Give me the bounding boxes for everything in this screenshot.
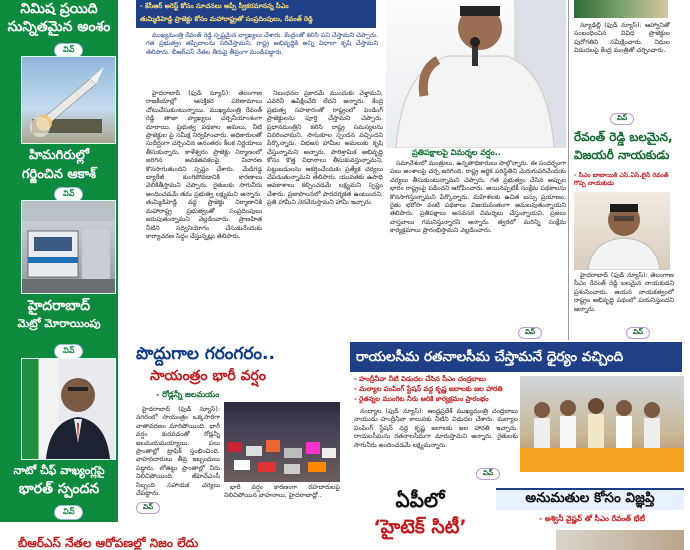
speaker-photo — [386, 0, 566, 148]
missile-icon — [22, 57, 115, 143]
sidebar-top-headline[interactable]: నిమిష ప్రయిది సున్నితమైన అంశం — [7, 1, 111, 35]
top-story-column-b: నిబంధనల ప్రకారమే ముందుకు వెళ్తామని, ఎవరినీ ఉపేక్షించేది లేదని అన్నారు. కేంద్ర ప్రభుత్వ సహకారంతో రాష్ట్రంలో పెండింగ్ ప్రాజెక్టులను పూర్తి చేస్తామని చెప్పారు. ప్రధానమంత్రిని కలిసి రాష్ట్ర సమస్యలను వివరించామని, సానుకూల స్పందన వచ్చిందని పేర్కొన్నారు. విభజన హామీల అమలుకు కృషి చేస్తున్నామని అన్నారు. పారిశ్రామిక అభివృద్ధి కోసం కొత్త విధానాలు తీసుకువస్తున్నామని, పెట్టుబడులను ఆకర్షించేందుకు ప్రత్యేక చర్యలు చేపడుతున్నామని తెలిపారు. యువతకు ఉపాధి అవకాశాలు కల్పించడమే లక్ష్యమని స్పష్టం చేశారు. ప్రజాపాలనలో పారదర్శకత ఉంటుందని, ప్రతి హామీని నెరవేరుస్తామని హామీ ఇచ్చారు. — [267, 90, 383, 207]
metro-train-photo — [21, 200, 116, 294]
ap-story — [346, 486, 494, 550]
right-snippet-1: న్యూఢిల్లీ (ఫుడ్ న్యూస్): ఆహ్వానితో సంబంధించిన వివిధ ప్రాజెక్టుల పురోగతిని సమీక్షించారు. నిధుల విడుదలపై కేంద్ర మంత్రితో చర్చించారు. — [574, 22, 670, 55]
rayalaseema-body: నంద్యాల (ఫుడ్ న్యూస్): ఆంధ్రప్రదేశ్ ముఖ్యమంత్రి చంద్రబాబు నాయుడు హంద్రీనీవా కాలువకు నీటిని విడుదల చేశారు. మల్యాల పంపింగ్ స్టేషన్ వద్ద కృష్ణ జలాలకు జల హారతి ఇచ్చారు. రాయలసీమను రతనాలసీమగా మారుస్తామని అన్నారు. రైతులకు సాగునీరు అందించడమే లక్ష్యమన్నారు. — [354, 408, 518, 449]
top-story-caption: ప్రతిపక్షాలపై విమర్శల వర్షం.. — [412, 148, 501, 157]
top-story-sub1: - కేసీఆర్ అరెస్ట్ కోసం సూచనలు అప్పీ స్వీకరమానన్న సీఎం — [140, 2, 289, 10]
rain-caption: భారీ వర్షం కారణంగా రహదారులపై నిలిచిపోయిన వాహనాలు, హైదరాబాద్లో.. — [224, 484, 340, 500]
rain-more-button[interactable]: వివ్ — [136, 502, 160, 514]
rain-sub: - రోడ్లన్నీ జలమయం — [156, 390, 220, 399]
permission-photo — [556, 530, 684, 550]
sidebar-nato-more-button[interactable]: వివ్ — [54, 505, 83, 520]
crowd-icon — [520, 376, 684, 472]
sidebar-top-more-button[interactable]: వివ్ — [54, 43, 83, 58]
permission-title[interactable]: అనుమతుల కోసం విజ్ఞప్తి — [496, 488, 684, 510]
rayalaseema-bullets: - హంద్రీనీవా నీటి విడుదల చేసిన సీఎం చంద్రబాబు - మల్యాల పంపింగ్ స్టేషన్ వద్ద కృష్ణ జలాలకు జల హారతి - రైతన్నల ముంగిట నీరు ఆరికి కార్యక్రమం ప్రారంభం — [354, 375, 503, 403]
sidebar-akash-more-button[interactable]: వివ్ — [54, 187, 83, 202]
top-story — [122, 0, 568, 340]
sidebar-nato-headline[interactable]: నాటో చీఫ్ వాఖ్యంగ్లపై భారత్ స్పందన — [13, 464, 105, 497]
revanth-sub: - సీఎం బాబాయికి ఎస్.ఏస్.లైన్ రెవంత్ గొప్ప నాయకుడు — [574, 172, 669, 187]
rain-body: హైదరాబాద్ (ఫుడ్ న్యూస్): నగరంలో సాయంత్రం ఒక్కసారిగా వాతావరణం మారిపోయింది. భారీ వర్షం కురవడంతో రోడ్లన్నీ జలమయమయ్యాయి. పలు ప్రాంతాల్లో ట్రాఫిక్ స్తంభించింది. వాహనదారులు తీవ్ర ఇబ్బందులు పడ్డారు. లోతట్టు ప్రాంతాల్లో నీరు నిలిచిపోయింది. జీహెచ్ఎంసీ సిబ్బంది సహాయక చర్యలు చేపట్టారు. — [136, 406, 220, 498]
rayalaseema-more-button[interactable]: వివ్ — [476, 468, 500, 480]
sidebar-metro-headline[interactable]: హైదరాబాద్ మెట్రో మోరాయింపు — [17, 298, 101, 330]
rayalaseema-photo — [520, 376, 684, 472]
right-column — [570, 0, 690, 340]
top-story-more-button[interactable]: వివ్ — [518, 327, 542, 339]
permission-sub: - అశ్వినీ వైష్ణవ్ తో సీఎం రేవంత్ భేటీ — [538, 514, 646, 523]
rayalaseema-title[interactable]: రాయలసీమ రతనాలసీమ చేస్తామనే ధైర్యం వచ్చింది — [350, 342, 682, 372]
rain-photo — [224, 402, 340, 482]
ap-title-1: ఏపీలో — [395, 488, 445, 512]
person-icon — [574, 192, 670, 270]
rayalaseema-story — [346, 342, 690, 482]
revanth-more-button[interactable]: వివ్ — [626, 327, 650, 339]
top-story-sub2: తుమ్మిడిహెడ్డి ప్రాజెక్టు కోసం మహారాష్ట్రతో సంప్రదింపులు, రేవంత్ రెడ్డి — [140, 15, 313, 23]
rain-subtitle: సాయంత్రం భారీ వర్షం — [150, 368, 266, 384]
column-divider — [568, 0, 569, 340]
right-top-photo — [574, 0, 668, 18]
sidebar-metro-more-button[interactable]: వివ్ — [54, 344, 83, 359]
official-portrait-photo — [21, 358, 116, 460]
right-snippet-1-more-button[interactable]: వివ్ — [610, 113, 634, 125]
akash-missile-photo — [21, 56, 116, 144]
ap-title-2: ‘హైటెక్ సిటీ’ — [373, 516, 467, 538]
left-sidebar — [0, 0, 118, 522]
top-story-lead: ముఖ్యమంత్రి రేవంత్ రెడ్డి స్పష్టమైన వ్యాఖ్యలు చేశారు. కేంద్రంతో కలిసి పని చేస్తామని చెప్పారు. గత ప్రభుత్వం తప్పిదాలను సరిచేస్తామని, రాష్ట్ర అభివృద్ధికి అన్ని విధాలా కృషి చేస్తామని తెలిపారు. బీఆర్ఎస్ నేతల తీరుపై తీవ్రంగా మండిపడ్డారు. — [146, 32, 378, 56]
rain-title: పొద్దుగాల గరంగరం.. — [136, 344, 275, 364]
rain-story — [122, 342, 344, 522]
bottom-teaser[interactable]: బీఆర్ఎస్ నేతల ఆరోపణల్లో నిజం లేదు — [18, 536, 199, 550]
metro-icon — [22, 201, 115, 293]
revanth-headline[interactable]: రేవంత్ రెడ్డి బలమైన, విజయరీ నాయకుడు — [574, 130, 673, 162]
speaker-icon — [386, 0, 566, 148]
top-story-column-c: సమావేశంలో మంత్రులు, ఉన్నతాధికారులు పాల్గొన్నారు. ఈ సందర్భంగా పలు అంశాలపై చర్చ జరిగింది. రాష్ట్ర ఆర్థిక పరిస్థితిని మెరుగుపరిచేందుకు చర్యలు తీసుకుంటున్నామని చెప్పారు. గత ప్రభుత్వం చేసిన అప్పుల భారం రాష్ట్రంపై పడిందని ఆరోపించారు. అయినప్పటికీ సంక్షేమ పథకాలను కొనసాగిస్తున్నామని పేర్కొన్నారు. మహిళలకు ఉచిత బస్సు ప్రయాణం, రైతు భరోసా వంటి పథకాలు విజయవంతంగా అమలవుతున్నాయని తెలిపారు. ప్రతిపక్షాలు అనవసర విమర్శలు చేస్తున్నాయని, ప్రజలు వాస్తవాలు గమనిస్తున్నారని అన్నారు. త్వరలో మరిన్ని సంక్షేమ కార్యక్రమాలు ప్రారంభిస్తామని వెల్లడించారు. — [390, 160, 566, 235]
revanth-portrait — [574, 192, 670, 270]
traffic-icon — [224, 402, 340, 482]
sidebar-akash-headline[interactable]: హిమగిరుల్లో గర్జించిన ఆకాశ్ — [21, 148, 97, 182]
revanth-body: హైదరాబాద్ (ఫుడ్ న్యూస్): తెలంగాణ సీఎం రేవంత్ రెడ్డి బలమైన నాయకుడని ప్రశంసించారు. ఆయన నాయకత్వంలో రాష్ట్రం అభివృద్ధి పథంలో పయనిస్తుందని అన్నారు. — [574, 272, 674, 313]
person-icon — [22, 359, 115, 459]
permission-story — [496, 488, 690, 550]
top-story-column-a: హైదరాబాద్ (ఫుడ్ న్యూస్): తెలంగాణ రాజకీయాల్లో ఆసక్తికర పరిణామాలు చోటుచేసుకుంటున్నాయి. ముఖ్యమంత్రి రేవంత్ రెడ్డి తాజా వ్యాఖ్యలు చర్చనీయాంశంగా మారాయి. ప్రభుత్వ పథకాల అమలు, నీటి ప్రాజెక్టుల పై సమీక్ష నిర్వహించారు. అధికారులతో సుదీర్ఘంగా చర్చించిన అనంతరం కీలక నిర్ణయాలు తీసుకున్నారు. కాళేశ్వరం ప్రాజెక్టు నిర్మాణంలో జరిగిన అవకతవకలపై విచారణ కొనసాగుతుందని స్పష్టం చేశారు. మేడిగడ్డ బ్యారేజీ కుంగిపోవడానికి కారణాలు వెలికితీస్తామని చెప్పారు. రైతులకు సాగునీరు అందించడమే తమ ప్రభుత్వ లక్ష్యమని అన్నారు. తుమ్మిడిహెడ్డి వద్ద ప్రాజెక్టు నిర్మాణానికి మహారాష్ట్ర ప్రభుత్వంతో సంప్రదింపులు జరుపుతున్నామని వెల్లడించారు. ప్రాణహిత నీటిని సద్వినియోగం చేసుకునేందుకు కార్యాచరణ సిద్ధం చేస్తున్నట్లు తెలిపారు. — [146, 90, 262, 240]
